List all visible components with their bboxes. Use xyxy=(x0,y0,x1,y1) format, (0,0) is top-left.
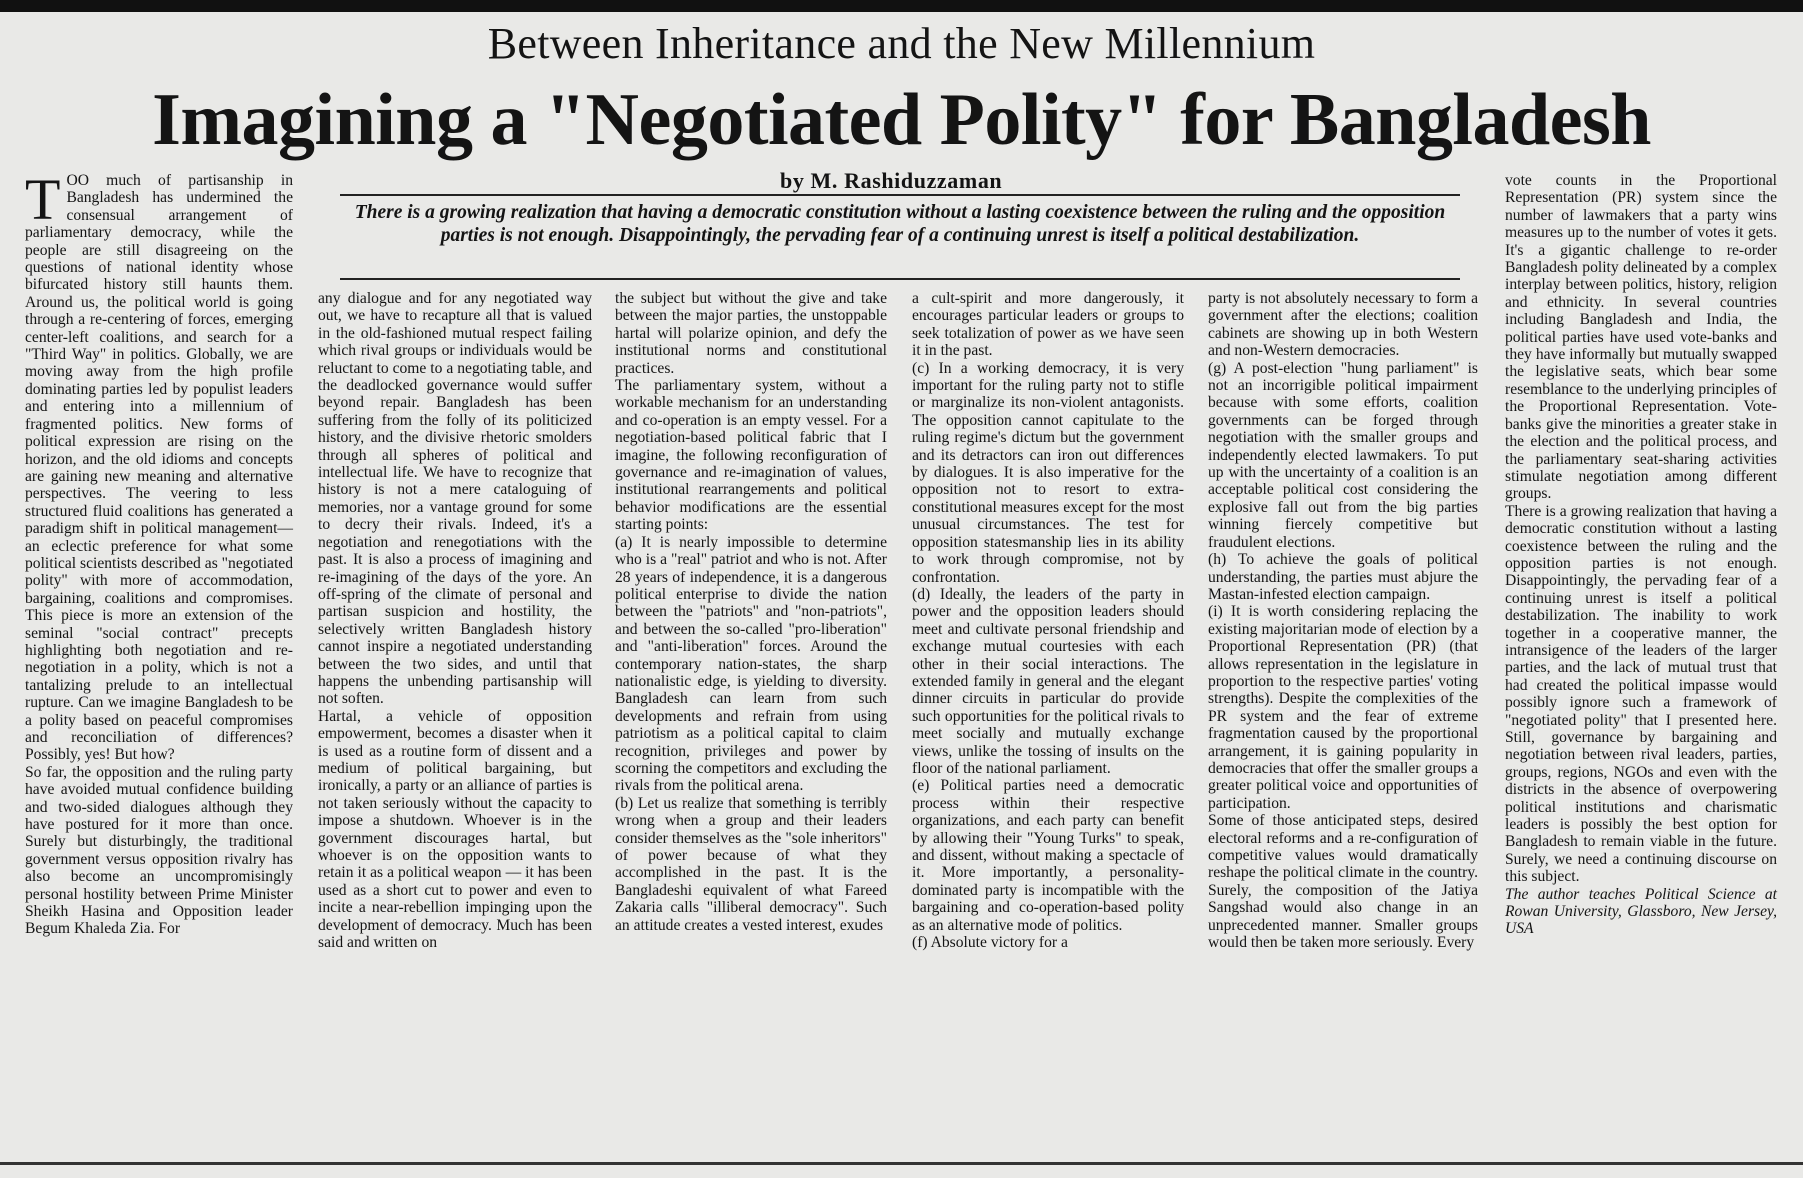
kicker-title: Between Inheritance and the New Millennium xyxy=(487,19,1316,68)
drop-cap: T xyxy=(25,167,61,232)
article-column-2: any dialogue and for any negotiated way out, we have to recapture all that is valued in the old-fashioned mutual respect failing which rival groups or individuals would be reluctant to come to a negotiating table, and the deadlocked governance would suffer beyond repair. Bangladesh has been suffering from the folly of its politicized history, and the divisive rhetoric smolders through all spheres of political and intellectual life. We have to recognize that history is not a mere cataloguing of memories, nor a vantage ground for some to decry their rivals. Indeed, it's a negotiation and renegotiations with the past. It is also a process of imagining and re-imagining of the days of the yore. An off-spring of the climate of personal and partisan suspicion and hostility, the selectively written Bangladesh history cannot inspire a negotiated understanding between the two sides, and until that happens the unbending partisanship will not soften. Hartal, a vehicle of opposition empowerment, becomes a disaster when it is used as a routine form of dissent and a medium of political bargaining, but ironically, a party or an alliance of parties is not taken seriously without the capacity to impose a shutdown. Whoever is in the government discourages hartal, but whoever is on the opposition wants to retain it as a political weapon — it has been used as a short cut to power and even to incite a near-rebellion impinging upon the development of democracy. Much has been said and written on xyxy=(318,290,592,952)
byline-rule xyxy=(340,194,1460,196)
byline: by M. Rashiduzzaman xyxy=(780,168,1003,193)
article-column-1 xyxy=(25,167,293,938)
bottom-rule xyxy=(0,1162,1803,1165)
article-column-5: party is not absolutely necessary to form a government after the elections; coalition cabinets are showing up in both Western and non-Western democracies. (g) A post-election "hung parliament" is not an incorrigible political impairment because with some efforts, coalition governments can be forged through negotiation with the smaller groups and independently elected lawmakers. To put up with the uncertainty of a coalition is an acceptable political cost considering the explosive fall out from the big parties winning fiercely competitive but fraudulent elections. (h) To achieve the goals of political understanding, the parties must abjure the Mastan-infested election campaign. (i) It is worth considering replacing the existing majoritarian mode of election by a Proportional Representation (PR) (that allows representation in the legislature in proportion to the respective parties' voting strengths). Despite the complexities of the PR system and the fear of extreme fragmentation caused by the proportional arrangement, it is gaining popularity in democracies that offer the smaller groups a greater political voice and opportunities of participation. Some of those anticipated steps, desired electoral reforms and a re-configuration of competitive values would dramatically reshape the political climate in the country. Surely, the composition of the Jatiya Sangshad would also change in an unprecedented manner. Smaller groups would then be taken more seriously. Every xyxy=(1208,290,1478,952)
deck-rule xyxy=(340,278,1460,280)
column-1-text: OO much of partisanship in Bangladesh has undermined the consensual arrangement of parliamentary democracy, while the people are still disagreeing on the questions of national identity whose bifurcated history still haunts them. Around us, the political world is going through a re-centering of forces, emerging center-left coalitions, and search for a "Third Way" in politics. Globally, we are moving away from the high profile dominating parties led by populist leaders and entering into a millennium of fragmented politics. New forms of political expression are rising on the horizon, and the old idioms and concepts are gaining new meaning and alternative perspectives. The veering to less structured fluid coalitions has generated a paradigm shift in political management—an eclectic preference for what some political scientists described as "negotiated polity" with more of accommodation, bargaining, coalitions and compromises. This piece is more an extension of the seminal "social contract" precepts highlighting both negotiation and re-negotiation in a polity, which is not a tantalizing prelude to an intellectual rupture. Can we imagine Bangladesh to be a polity based on peaceful compromises and reconciliation of differences? Possibly, yes! But how? So far, the opposition and the ruling party have avoided mutual confidence building and two-sided dialogues although they have postured for it more than once. Surely but disturbingly, the traditional government versus opposition rivalry has also become an uncompromisingly personal hostility between Prime Minister Sheikh Hasina and Opposition leader Begum Khaleda Zia. For xyxy=(25,172,293,938)
column-6-text: vote counts in the Proportional Representation (PR) system since the number of lawmakers that a party wins measures up to the number of votes it gets. It's a gigantic challenge to re-order Bangladesh polity delineated by a complex interplay between politics, history, religion and ethnicity. In several countries including Bangladesh and India, the political parties have used vote-banks and they have informally but mutually swapped the legislative seats, which bear some resemblance to the underlying principles of the Proportional Representation. Vote-banks give the minorities a greater stake in the election and the political process, and the parliamentary seat-sharing activities stimulate negotiation among different groups. There is a growing realization that having a democratic constitution without a lasting coexistence between the ruling and the opposition parties is not enough. Disappointingly, the pervading fear of a continuing unrest is itself a political destabilization. The inability to work together in a cooperative manner, the intransigence of the leaders of the larger parties, and the lack of mutual trust that had created the political impasse would possibly ignore such a framework of "negotiated polity" that I presented here. Still, governance by bargaining and negotiation between rival leaders, parties, groups, regions, NGOs and even with the districts in the absence of overpowering political institutions and charismatic leaders is possibly the best option for Bangladesh to remain viable in the future. Surely, we need a continuing discourse on this subject. xyxy=(1505,172,1777,886)
author-note: The author teaches Political Science at Rowan University, Glassboro, New Jersey, USA xyxy=(1505,885,1777,938)
deck-summary: There is a growing realization that having a democratic constitution without a lasting coexistence between the ruling and the opposition parties is not enough. Disappointingly, the pervading fear of a continuing unrest is itself a political destabilization. xyxy=(354,202,1446,246)
top-border-bar xyxy=(0,0,1803,12)
article-column-6 xyxy=(1505,172,1777,938)
headline: Imagining a "Negotiated Polity" for Bangladesh xyxy=(152,79,1651,161)
article-column-3: the subject but without the give and take between the major parties, the unstoppable hartal will polarize opinion, and defy the institutional norms and constitutional practices. The parliamentary system, without a workable mechanism for an understanding and co-operation is an empty vessel. For a negotiation-based political fabric that I imagine, the following reconfiguration of governance and re-imagination of values, institutional rearrangements and political behavior modifications are the essential starting points: (a) It is nearly impossible to determine who is a "real" patriot and who is not. After 28 years of independence, it is a dangerous political enterprise to divide the nation between the "patriots" and "non-patriots", and between the so-called "pro-liberation" and "anti-liberation" forces. Around the contemporary nation-states, the sharp nationalistic edge, is yielding to diversity. Bangladesh can learn from such developments and refrain from using patriotism as a political capital to claim recognition, privileges and power by scorning the competitors and excluding the rivals from the political arena. (b) Let us realize that something is terribly wrong when a group and their leaders consider themselves as the "sole inheritors" of power because of what they accomplished in the past. It is the Bangladeshi equivalent of what Fareed Zakaria calls "illiberal democracy". Such an attitude creates a vested interest, exudes xyxy=(615,290,887,934)
article-column-4: a cult-spirit and more dangerously, it encourages particular leaders or groups to seek totalization of power as we have seen it in the past. (c) In a working democracy, it is very important for the ruling party not to stifle or marginalize its non-violent antagonists. The opposition cannot capitulate to the ruling regime's dictum but the government and its detractors can iron out differences by dialogues. It is also imperative for the opposition not to resort to extra-constitutional measures except for the most unusual circumstances. The test for opposition statesmanship lies in its ability to work through compromise, not by confrontation. (d) Ideally, the leaders of the party in power and the opposition leaders should meet and cultivate personal friendship and exchange mutual courtesies with each other in their social interactions. The extended family in general and the elegant dinner circuits in particular do provide such opportunities for the political rivals to meet socially and mutually exchange views, unlike the tossing of insults on the floor of the national parliament. (e) Political parties need a democratic process within their respective organizations, and each party can benefit by allowing their "Young Turks" to speak, and dissent, without making a spectacle of it. More importantly, a personality-dominated party is incompatible with the bargaining and co-operation-based polity as an alternative mode of politics. (f) Absolute victory for a xyxy=(912,290,1184,952)
